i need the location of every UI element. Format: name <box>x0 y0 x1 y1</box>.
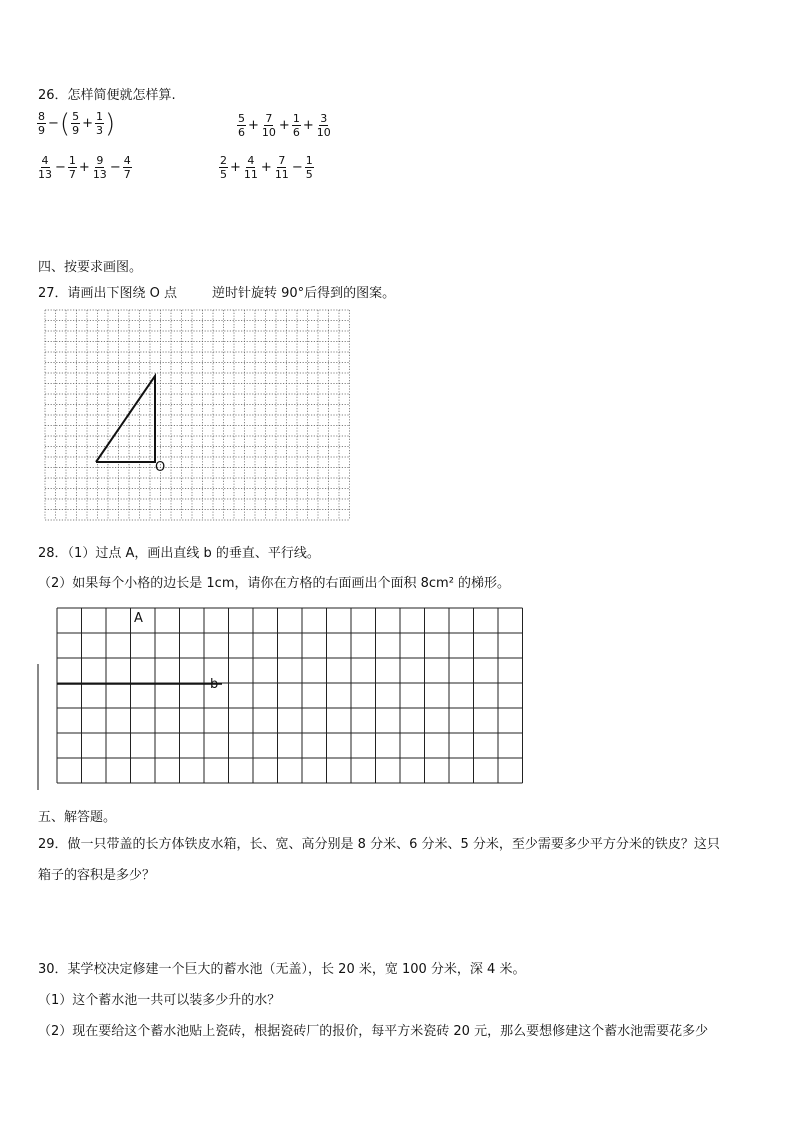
fraction: $\frac{9}{13}$ <box>92 154 107 181</box>
fraction: $\frac{3}{10}$ <box>316 112 331 139</box>
q29-line2: 箱子的容积是多少？ <box>38 868 156 883</box>
fraction: $\frac{4}{7}$ <box>123 154 131 181</box>
line-b-label: b <box>210 677 219 692</box>
fraction: $\frac{4}{11}$ <box>243 154 258 181</box>
q27-title-part2: 逆时针旋转 90°后得到的图案。 <box>212 286 396 301</box>
q28-part1: 28．（1）过点 A，画出直线 b 的垂直、平行线。 <box>38 546 320 561</box>
q29-line1: 29．做一只带盖的长方体铁皮水箱，长、宽、高分别是 8 分米、6 分米、5 分米，至少需要多少平方分米的铁皮？这只 <box>38 837 720 852</box>
q30-line3: （2）现在要给这个蓄水池贴上瓷砖，根据瓷砖厂的报价，每平方米瓷砖 20 元，那么要想修建这个蓄水池需要花多少 <box>38 1024 709 1039</box>
q30-line2: （1）这个蓄水池一共可以装多少升的水？ <box>38 993 281 1008</box>
fraction: $\frac{5}{6}$ <box>238 112 245 139</box>
q26-title: 26．怎样简便就怎样算. <box>38 88 176 103</box>
q28-grid-figure <box>36 604 536 790</box>
fraction: $\frac{2}{5}$ <box>220 154 227 181</box>
dotted-grid <box>45 310 350 520</box>
fraction: $\frac{4}{13}$ <box>38 154 52 181</box>
point-a-label: A <box>134 611 143 626</box>
point-o-label: O <box>155 460 166 475</box>
fraction: $\frac{1}{7}$ <box>68 154 76 181</box>
fraction: $\frac{5}{9}$ <box>72 110 80 137</box>
q27-grid-figure <box>40 306 350 526</box>
q26-expression-3: $\frac{4}{13}$ − $\frac{1}{7}$ + $\frac{9}{13}$ − $\frac{4}{7}$ <box>38 154 131 181</box>
fraction: $\frac{8}{9}$ <box>38 110 45 137</box>
fraction: $\frac{1}{6}$ <box>292 112 300 139</box>
section-5-heading: 五、解答题。 <box>38 810 117 825</box>
fraction: $\frac{7}{11}$ <box>274 154 289 181</box>
q27-title-part1: 27．请画出下图绕 O 点 <box>38 286 178 301</box>
q30-line1: 30．某学校决定修建一个巨大的蓄水池（无盖），长 20 米，宽 100 分米，深 4 米。 <box>38 962 526 977</box>
section-4-heading: 四、按要求画图。 <box>38 260 143 275</box>
fraction: $\frac{7}{10}$ <box>261 112 276 139</box>
fraction: $\frac{1}{5}$ <box>305 154 313 181</box>
triangle-shape <box>96 376 155 462</box>
q26-expression-4: $\frac{2}{5}$ + $\frac{4}{11}$ + $\frac{7}{11}$ − $\frac{1}{5}$ <box>220 154 313 181</box>
q28-part2: （2）如果每个小格的边长是 1cm，请你在方格的右面画出个面积 8cm² 的梯形。 <box>38 576 511 591</box>
square-grid <box>57 608 523 783</box>
q26-expression-1: $\frac{8}{9}$ − ( $\frac{5}{9}$ + $\frac{1}{3}$ ) <box>38 108 116 139</box>
fraction: $\frac{1}{3}$ <box>95 110 103 137</box>
q26-expression-2: $\frac{5}{6}$ + $\frac{7}{10}$ + $\frac{1}{6}$ + $\frac{3}{10}$ <box>238 112 331 139</box>
